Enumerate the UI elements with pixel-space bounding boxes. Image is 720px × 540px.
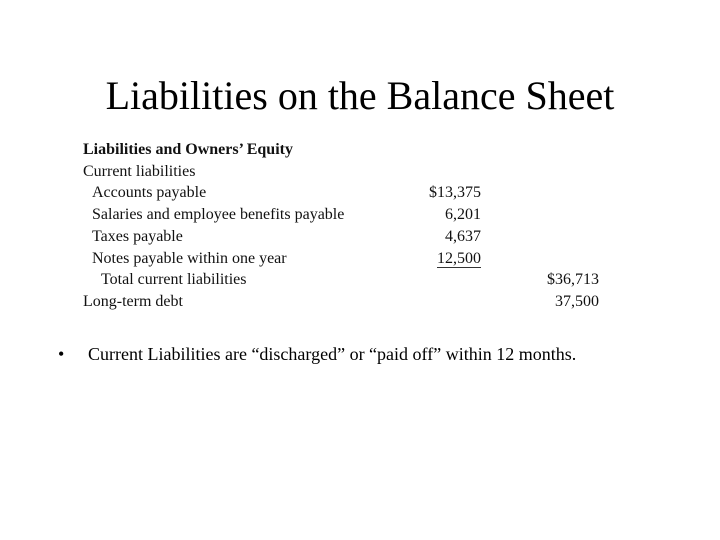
bullet-text: Current Liabilities are “discharged” or “paid off” within 12 months.: [88, 344, 577, 364]
row-label: Taxes payable: [92, 228, 183, 245]
row-amount: 6,201: [445, 206, 481, 223]
sheet-row-total-current-liabilities: [83, 269, 623, 291]
row-label: Accounts payable: [92, 184, 207, 201]
bullet-marker: •: [58, 344, 65, 364]
sheet-row-long-term-debt: [83, 291, 623, 313]
sheet-row-accounts-payable: [83, 182, 623, 204]
row-label: Current liabilities: [83, 163, 196, 180]
balance-sheet-excerpt: [83, 139, 623, 314]
row-amount: 4,637: [445, 228, 481, 245]
row-label: Salaries and employee benefits payable: [92, 206, 345, 223]
row-amount-underlined: 12,500: [437, 250, 481, 267]
slide-title: Liabilities on the Balance Sheet: [105, 73, 615, 118]
row-label: Long-term debt: [83, 293, 183, 310]
bullet-item: [58, 342, 576, 366]
row-amount: $36,713: [547, 271, 599, 288]
sheet-row-notes-payable: [83, 248, 623, 270]
row-label: Total current liabilities: [101, 271, 247, 288]
sheet-row-current-liabilities: [83, 161, 623, 183]
sheet-row-salaries-payable: [83, 204, 623, 226]
row-amount: [401, 248, 481, 270]
row-amount: 37,500: [555, 293, 599, 310]
sheet-row-taxes-payable: [83, 226, 623, 248]
row-label: Notes payable within one year: [92, 250, 287, 267]
sheet-heading: Liabilities and Owners’ Equity: [83, 141, 293, 158]
row-amount: $13,375: [429, 184, 481, 201]
